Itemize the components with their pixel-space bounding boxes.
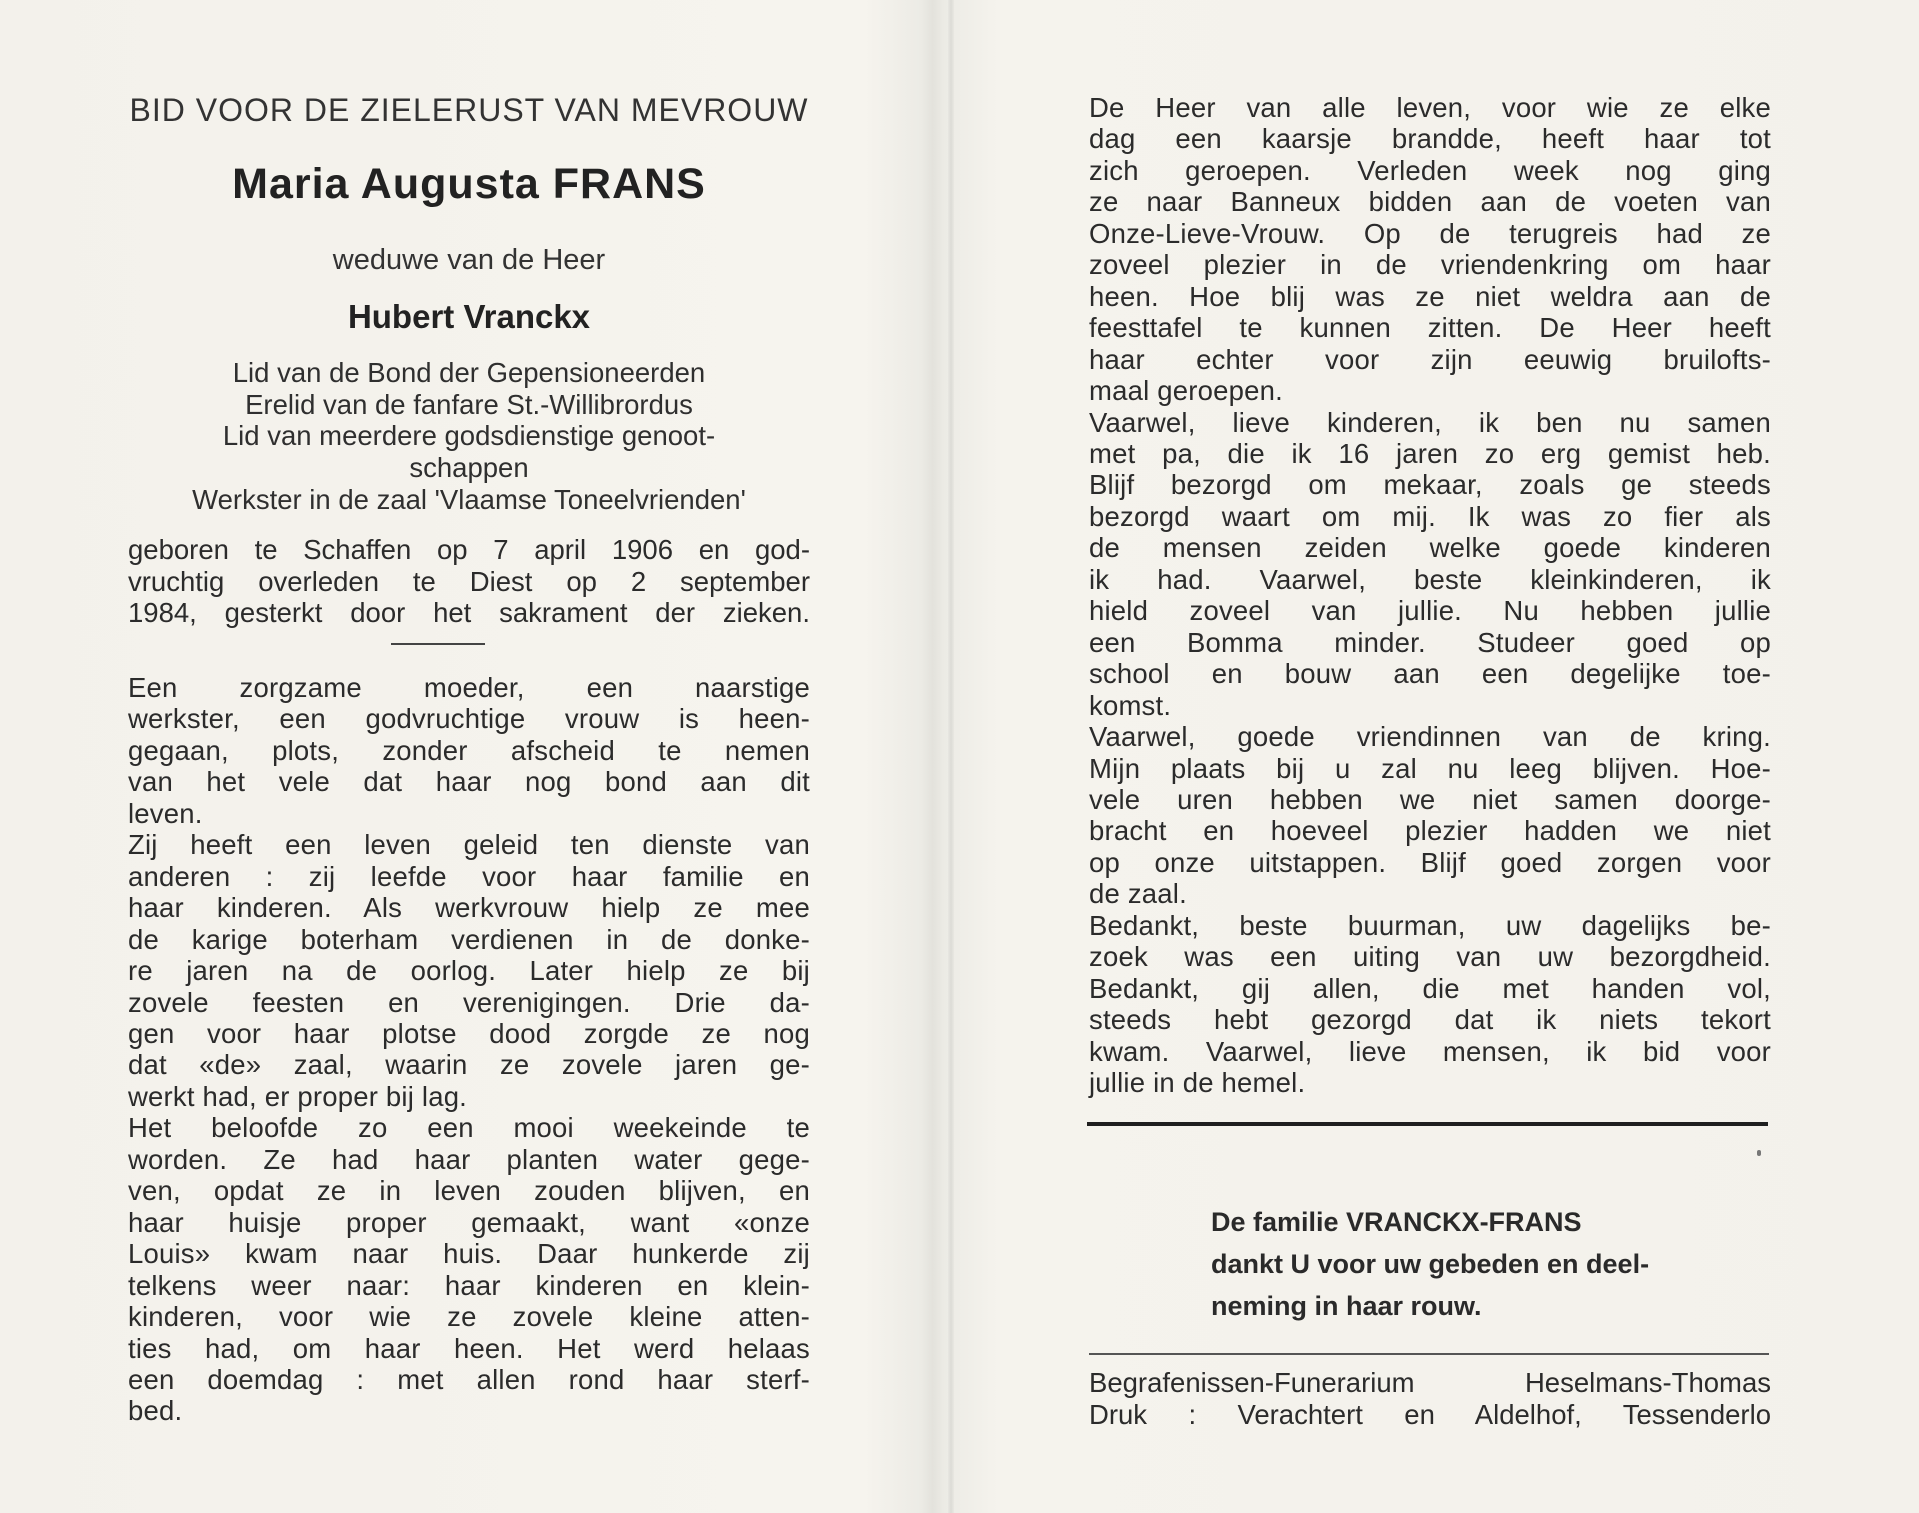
text-line: steeds hebt gezorgd dat ik niets tekort: [1089, 1004, 1771, 1036]
text-line: vele uren hebben we niet samen doorge-: [1089, 783, 1771, 815]
text-line: op onze uitstappen. Blijf goed zorgen voor: [1089, 846, 1771, 878]
text-line: zoveel plezier in de vriendenkring om haar: [1089, 249, 1771, 281]
text-line: de mensen zeiden welke goede kinderen: [1089, 532, 1771, 564]
text-line: gegaan, plots, zonder afscheid te nemen: [128, 734, 810, 766]
thanks-line: dankt U voor uw gebeden en deel-: [1211, 1249, 1650, 1279]
text-line: Het beloofde zo een mooi weekeinde te: [128, 1112, 810, 1144]
text-line: van het vele dat haar nog bond aan dit: [128, 766, 810, 798]
text-line: met pa, die ik 16 jaren zo erg gemist heb.: [1089, 437, 1771, 469]
text-line: Blijf bezorgd om mekaar, zoals ge steeds: [1089, 469, 1771, 501]
text-line: ven, opdat ze in leven zouden blijven, en: [128, 1175, 810, 1207]
text-line: 1984, gesterkt door het sakrament der zieken.: [128, 597, 810, 628]
printer-footer: [1089, 1367, 1771, 1431]
text-line: de zaal.: [1089, 878, 1187, 910]
text-line: feesttafel te kunnen zitten. De Heer heeft: [1089, 312, 1771, 344]
text-line: gen voor haar plotse dood zorgde ze nog: [128, 1017, 810, 1049]
text-line: zich geroepen. Verleden week nog ging: [1089, 154, 1771, 186]
text-line: kinderen, voor wie ze zovele kleine atten-: [128, 1301, 810, 1333]
text-line: anderen : zij leefde voor haar familie en: [128, 860, 810, 892]
text-line: De Heer van alle leven, voor wie ze elke: [1089, 92, 1771, 123]
text-line: haar kinderen. Als werkvrouw hielp ze mee: [128, 892, 810, 924]
text-line: Onze-Lieve-Vrouw. Op de terugreis had ze: [1089, 217, 1771, 249]
text-line: Een zorgzame moeder, een naarstige: [128, 672, 810, 703]
thick-divider: [1087, 1122, 1768, 1126]
text-line: Louis» kwam naar huis. Daar hunkerde zij: [128, 1238, 810, 1270]
short-divider: [391, 643, 485, 645]
membership-line: Lid van meerdere godsdienstige genoot-: [222, 420, 716, 452]
text-line: Zij heeft een leven geleid ten dienste van: [128, 829, 810, 861]
text-line: geboren te Schaffen op 7 april 1906 en god-: [128, 534, 810, 565]
text-line: Bedankt, gij allen, die met handen vol,: [1089, 972, 1771, 1004]
text-line: re jaren na de oorlog. Later hielp ze bij: [128, 955, 810, 987]
text-line: zoek was een uiting van uw bezorgdheid.: [1089, 941, 1771, 973]
text-line: de karige boterham verdienen in de donke-: [128, 923, 810, 955]
thanks-line: neming in haar rouw.: [1211, 1291, 1482, 1321]
thanks-line: De familie VRANCKX-FRANS: [1211, 1207, 1582, 1237]
text-line: Bedankt, beste buurman, uw dagelijks be-: [1089, 909, 1771, 941]
text-line: ze naar Banneux bidden aan de voeten van: [1089, 186, 1771, 218]
text-line: Mijn plaats bij u zal nu leeg blijven. Hoe-: [1089, 752, 1771, 784]
right-body-text: [1089, 92, 1771, 1099]
membership-line: Erelid van de fanfare St.-Willibrordus: [245, 388, 693, 420]
text-line: haar huisje proper gemaakt, want «onze: [128, 1206, 810, 1238]
membership-line: Werkster in de zaal 'Vlaamse Toneelvrienden': [192, 483, 746, 515]
text-line: ik had. Vaarwel, beste kleinkinderen, ik: [1089, 563, 1771, 595]
text-line: worden. Ze had haar planten water gege-: [128, 1143, 810, 1175]
text-line: zovele feesten en verenigingen. Drie da-: [128, 986, 810, 1018]
left-body-text: [128, 672, 810, 1427]
text-line: vruchtig overleden te Diest op 2 september: [128, 565, 810, 597]
birth-death-paragraph: [128, 534, 810, 629]
text-line: bezorgd waart om mij. Ik was zo fier als: [1089, 500, 1771, 532]
membership-line: Lid van de Bond der Gepensioneerden: [232, 357, 706, 388]
text-line: dag een kaarsje brandde, heeft haar tot: [1089, 123, 1771, 155]
paper-speck: [1757, 1150, 1761, 1156]
footer-line: Druk : Verachtert en Aldelhof, Tessenderlo: [1089, 1399, 1771, 1430]
text-line: bed.: [128, 1395, 183, 1427]
husband-name: Hubert Vranckx: [347, 298, 591, 335]
text-line: leven.: [128, 797, 203, 829]
widow-of-line: weduwe van de Heer: [332, 244, 606, 276]
text-line: jullie in de hemel.: [1089, 1067, 1306, 1099]
text-line: Vaarwel, goede vriendinnen van de kring.: [1089, 721, 1771, 753]
thin-divider: [1089, 1353, 1769, 1355]
text-line: Vaarwel, lieve kinderen, ik ben nu samen: [1089, 406, 1771, 438]
text-line: hield zoveel van jullie. Nu hebben jullie: [1089, 595, 1771, 627]
text-line: school en bouw aan een degelijke toe-: [1089, 658, 1771, 690]
text-line: een Bomma minder. Studeer goed op: [1089, 626, 1771, 658]
prayer-header: BID VOOR DE ZIELERUST VAN MEVROUW: [129, 92, 809, 128]
text-line: bracht en hoeveel plezier hadden we niet: [1089, 815, 1771, 847]
family-thanks: [1211, 1201, 1771, 1327]
text-line: heen. Hoe blij was ze niet weldra aan de: [1089, 280, 1771, 312]
text-line: werkster, een godvruchtige vrouw is heen-: [128, 703, 810, 735]
text-line: komst.: [1089, 689, 1172, 721]
text-line: maal geroepen.: [1089, 375, 1283, 407]
memberships-list: [128, 357, 810, 516]
text-line: haar echter voor zijn eeuwig bruilofts-: [1089, 343, 1771, 375]
text-line: dat «de» zaal, waarin ze zovele jaren ge-: [128, 1049, 810, 1081]
text-line: werkt had, er proper bij lag.: [128, 1080, 468, 1112]
text-line: een doemdag : met allen rond haar sterf-: [128, 1363, 810, 1395]
footer-line: Begrafenissen-Funerarium Heselmans-Thomas: [1089, 1367, 1771, 1398]
membership-line: schappen: [409, 452, 529, 484]
text-line: ties had, om haar heen. Het werd helaas: [128, 1332, 810, 1364]
text-line: telkens weer naar: haar kinderen en klein-: [128, 1269, 810, 1301]
card-fold: [948, 0, 954, 1513]
deceased-name: Maria Augusta FRANS: [232, 160, 706, 208]
text-line: kwam. Vaarwel, lieve mensen, ik bid voor: [1089, 1035, 1771, 1067]
